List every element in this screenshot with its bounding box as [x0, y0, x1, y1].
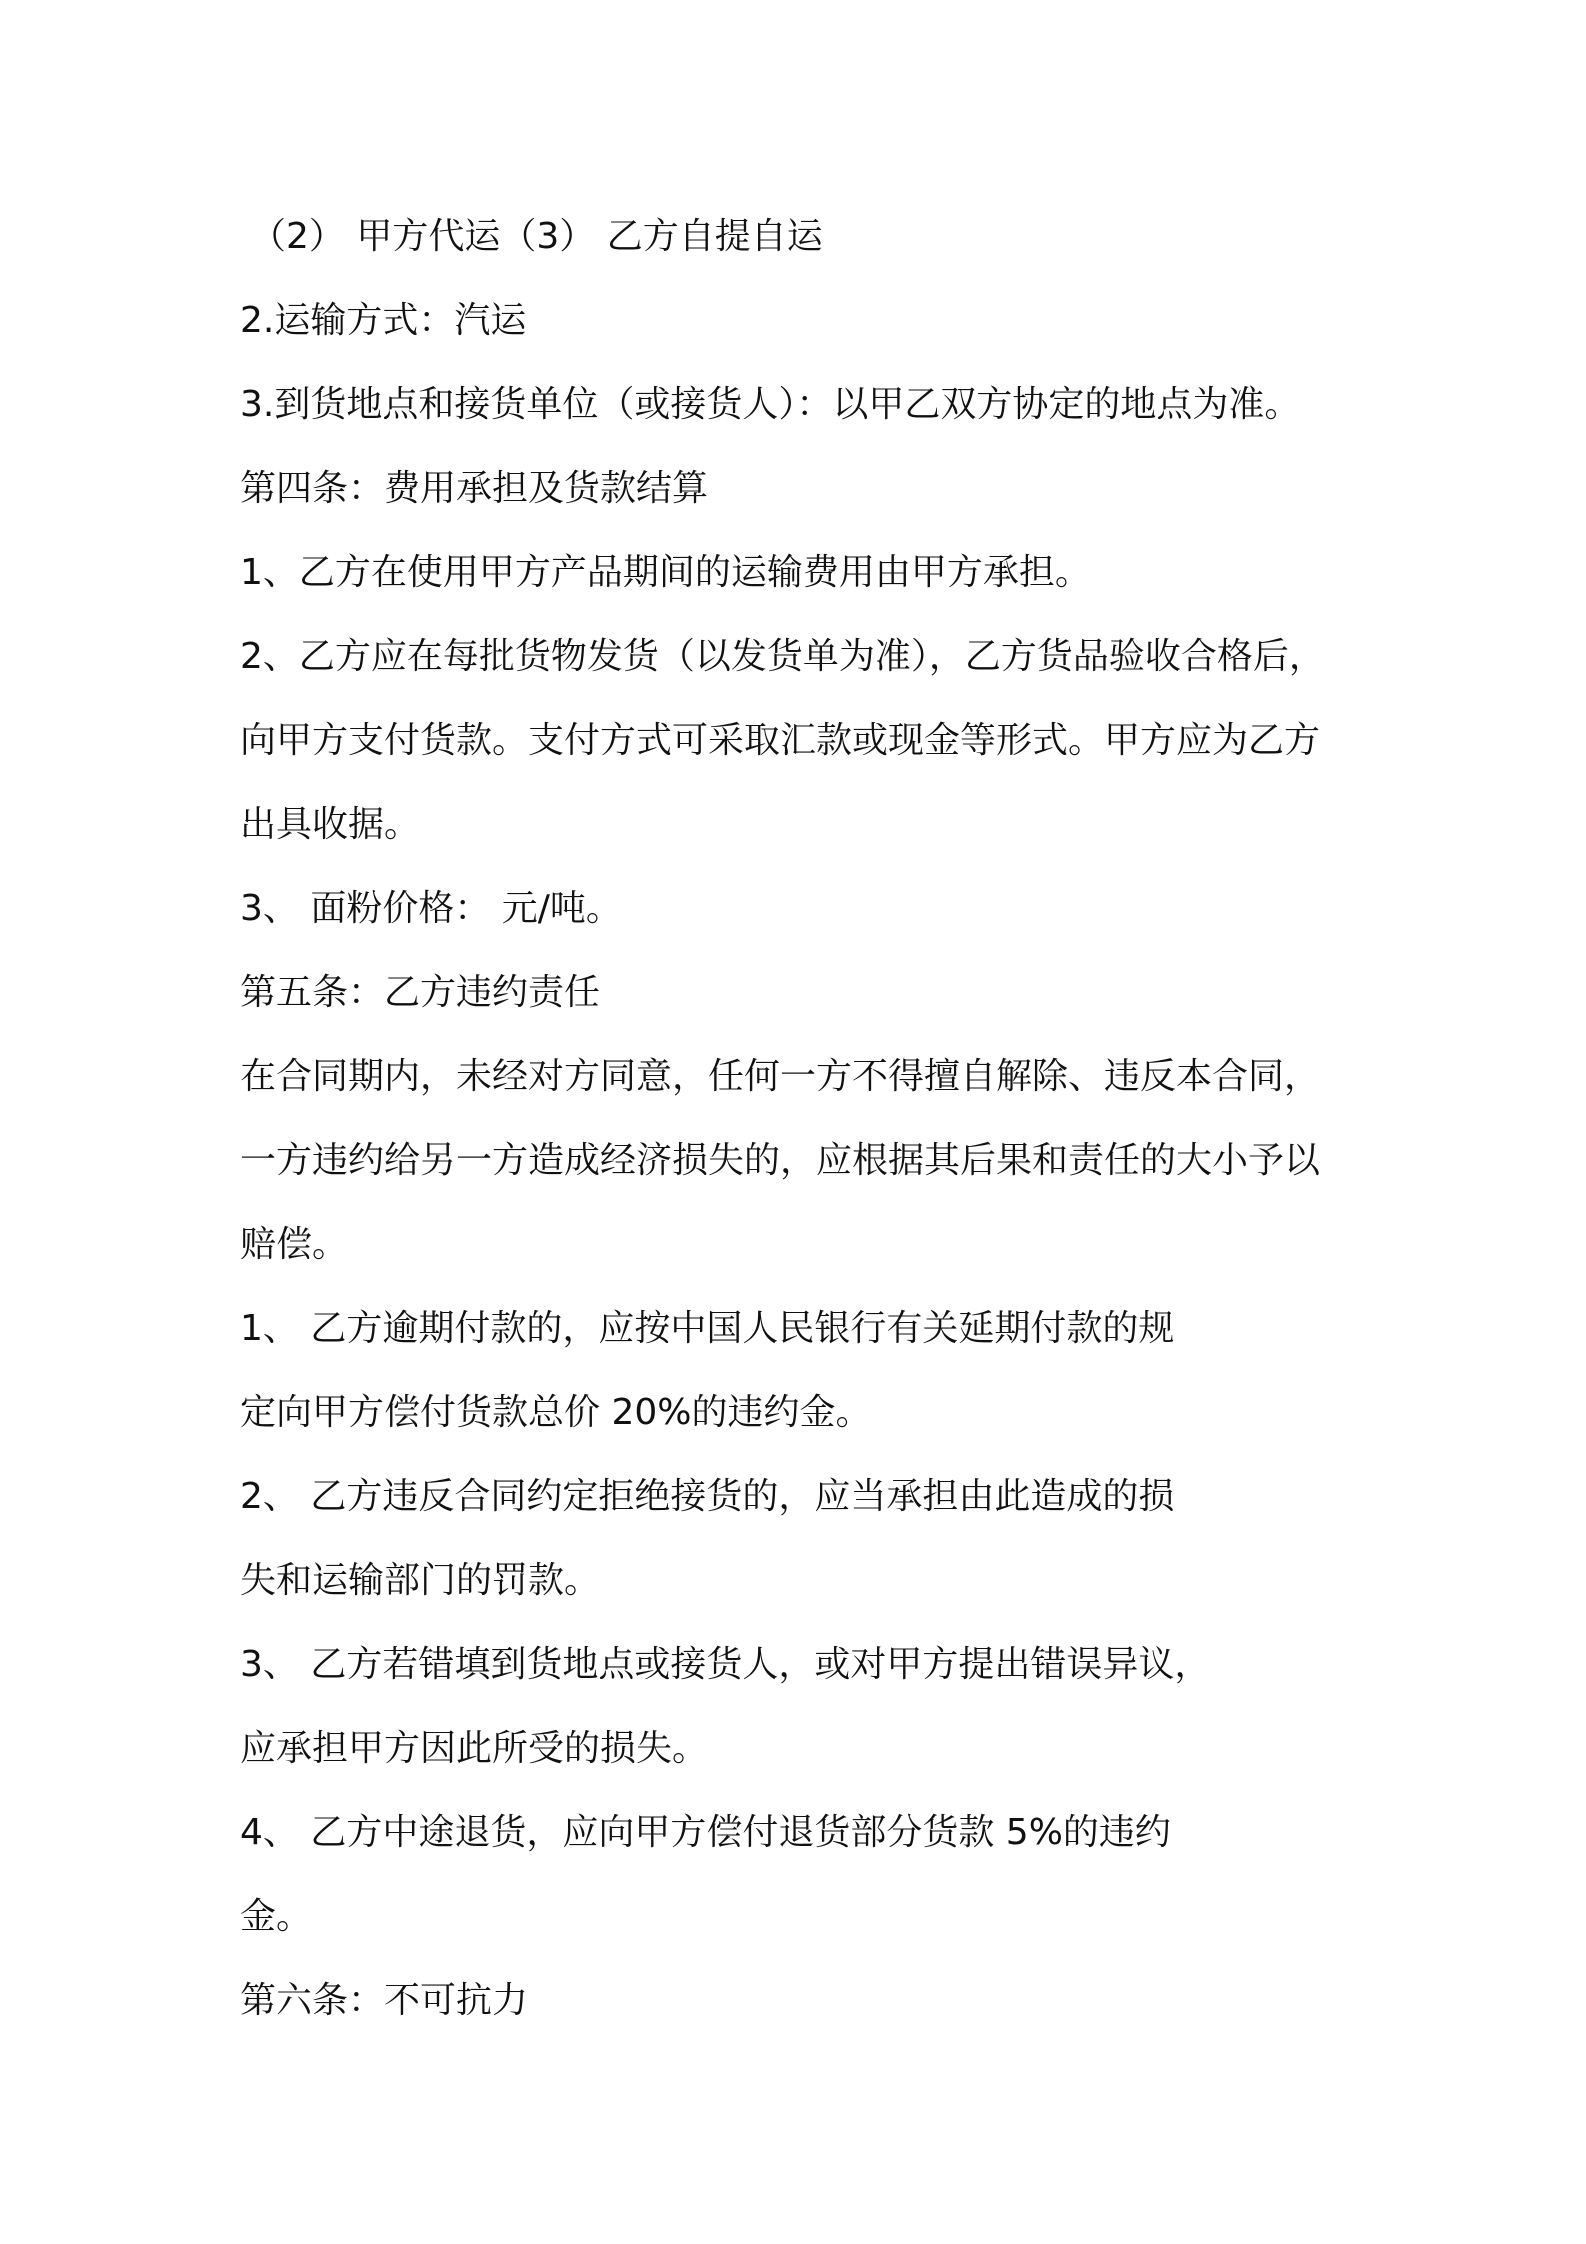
paragraph-line: 定向甲方偿付货款总价 20%的违约金。 — [240, 1392, 872, 1433]
paragraph-line: （2） 甲方代运（3） 乙方自提自运 — [250, 216, 823, 257]
paragraph-line: 2.运输方式：汽运 — [240, 300, 527, 341]
paragraph-line: 4、 乙方中途退货，应向甲方偿付退货部分货款 5%的违约 — [240, 1812, 1171, 1853]
paragraph-line: 赔偿。 — [240, 1224, 349, 1265]
paragraph-line: 1、乙方在使用甲方产品期间的运输费用由甲方承担。 — [240, 552, 1091, 593]
section-heading: 第四条：费用承担及货款结算 — [240, 468, 709, 509]
paragraph-line: 失和运输部门的罚款。 — [240, 1560, 601, 1601]
paragraph-line: 3、 乙方若错填到货地点或接货人，或对甲方提出错误异议， — [240, 1644, 1211, 1685]
section-heading: 第六条：不可抗力 — [240, 1980, 529, 2021]
paragraph-line: 应承担甲方因此所受的损失。 — [240, 1728, 709, 1769]
paragraph-line: 3.到货地点和接货单位（或接货人）：以甲乙双方协定的地点为准。 — [240, 384, 1301, 425]
paragraph-line: 在合同期内，未经对方同意，任何一方不得擅自解除、违反本合同， — [240, 1056, 1321, 1097]
paragraph-line: 金。 — [240, 1896, 313, 1937]
section-heading: 第五条：乙方违约责任 — [240, 972, 601, 1013]
paragraph-line: 2、 乙方违反合同约定拒绝接货的，应当承担由此造成的损 — [240, 1476, 1175, 1517]
paragraph-line: 1、 乙方逾期付款的，应按中国人民银行有关延期付款的规 — [240, 1308, 1175, 1349]
paragraph-line: 一方违约给另一方造成经济损失的，应根据其后果和责任的大小予以 — [240, 1140, 1321, 1181]
paragraph-line: 出具收据。 — [240, 804, 421, 845]
paragraph-line: 2、乙方应在每批货物发货（以发货单为准），乙方货品验收合格后， — [240, 636, 1325, 677]
paragraph-line: 3、 面粉价格： 元/吨。 — [240, 888, 622, 929]
document-body — [240, 195, 1370, 2043]
paragraph-line: 向甲方支付货款。支付方式可采取汇款或现金等形式。甲方应为乙方 — [240, 720, 1321, 761]
